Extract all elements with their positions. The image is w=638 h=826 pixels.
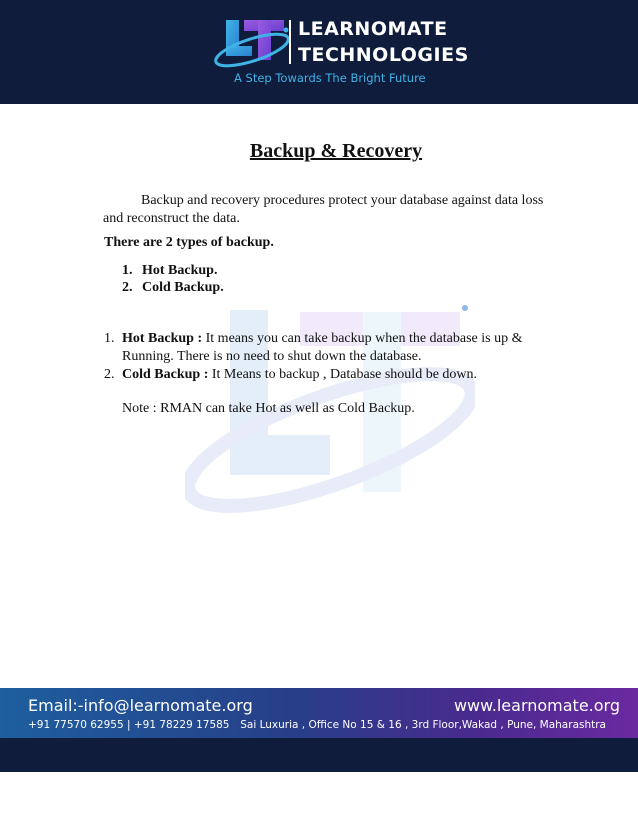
detail-text: It Means to backup , Database should be down.	[208, 367, 478, 382]
list-item: 1. Hot Backup.	[122, 263, 218, 278]
list-item: 2. Cold Backup : It Means to backup , Database should be down.	[104, 367, 478, 382]
list-item: 1. Hot Backup : It means you can take backup when the database is up & Running. There is no need to shut down the database.	[104, 331, 523, 364]
page-footer	[0, 688, 638, 772]
logo-divider	[289, 20, 291, 64]
note-text: Note : RMAN can take Hot as well as Cold Backup.	[122, 401, 415, 416]
backup-type-label: Cold Backup.	[142, 280, 224, 295]
detail-term: Cold Backup :	[122, 367, 209, 382]
backup-types-list	[122, 262, 224, 296]
detail-term: Hot Backup :	[122, 331, 203, 346]
page-title: Backup & Recovery	[249, 140, 423, 162]
backup-details-list	[104, 330, 544, 384]
intro-paragraph: Backup and recovery procedures protect your database against data loss and reconstruct the data.	[103, 193, 544, 226]
logo-lt-icon	[212, 14, 292, 74]
brand-name-line1: LEARNOMATE	[298, 18, 448, 40]
detail-text: It means you can take backup when the database is up & Running. There is no need to shut down the database.	[122, 331, 523, 364]
phone-numbers: +91 77570 62955 | +91 78229 17585	[28, 719, 230, 731]
brand-logo	[212, 14, 469, 90]
footer-contact-band	[0, 688, 638, 738]
list-item: 2. Cold Backup.	[122, 280, 224, 295]
brand-tagline: A Step Towards The Bright Future	[234, 71, 426, 85]
types-heading: There are 2 types of backup.	[104, 235, 274, 250]
brand-name-line2: TECHNOLOGIES	[298, 44, 469, 66]
backup-type-label: Hot Backup.	[142, 263, 218, 278]
office-address: Sai Luxuria , Office No 15 & 16 , 3rd Floor,Wakad , Pune, Maharashtra	[240, 719, 606, 731]
email-link[interactable]: Email:-info@learnomate.org	[28, 696, 253, 715]
website-link[interactable]: www.learnomate.org	[453, 696, 620, 715]
page-header	[0, 0, 638, 104]
